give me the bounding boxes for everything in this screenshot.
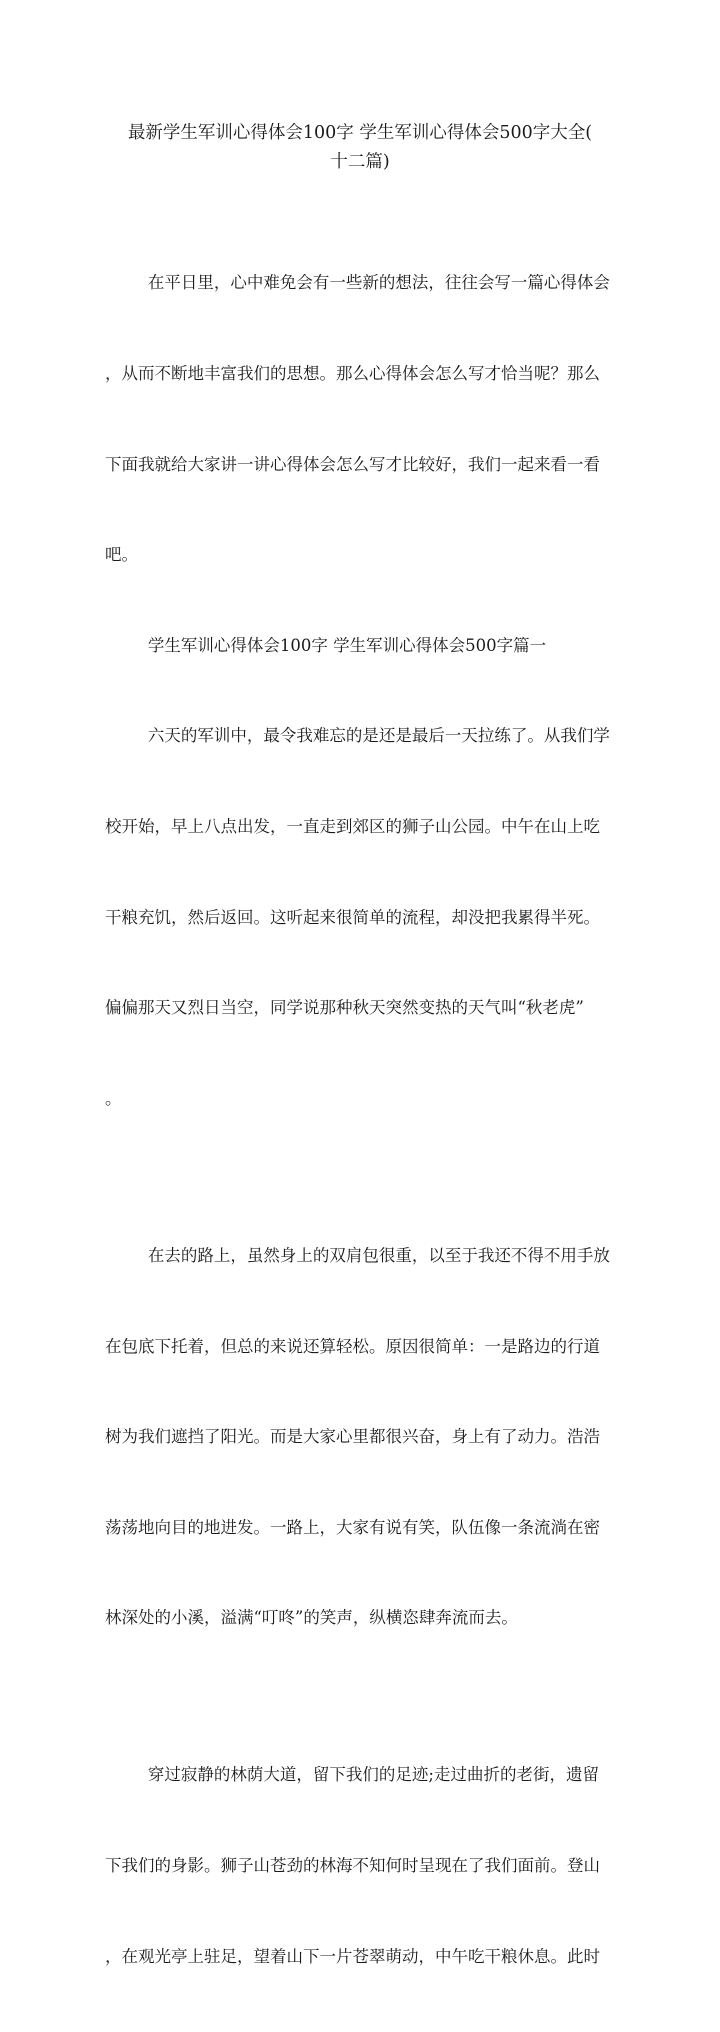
- para1-line-4: 偏偏那天又烈日当空，同学说那种秋天突然变热的天气叫“秋老虎”: [105, 998, 584, 1018]
- intro-paragraph: [105, 208, 615, 631]
- title-line-2: 十二篇): [330, 152, 390, 172]
- para2-line-1: 在去的路上，虽然身上的双肩包很重，以至于我还不得不用手放: [147, 1245, 610, 1265]
- intro-line-2: ，从而不断地丰富我们的思想。那么心得体会怎么写才恰当呢？那么: [105, 364, 600, 384]
- paragraph-3: [105, 1700, 615, 2032]
- para2-line-2: 在包底下托着，但总的来说还算轻松。原因很简单：一是路边的行道: [105, 1336, 600, 1356]
- para2-line-3: 树为我们遮挡了阳光。而是大家心里都很兴奋，身上有了动力。浩浩: [105, 1427, 600, 1447]
- paragraph-1: [105, 661, 615, 1174]
- title-line-1: 最新学生军训心得体会100字 学生军训心得体会500字大全(: [127, 123, 593, 143]
- para1-line-1: 六天的军训中，最令我难忘的是还是最后一天拉练了。从我们学: [147, 726, 610, 746]
- para3-line-3: ，在观光亭上驻足，望着山下一片苍翠萌动，中午吃干粮休息。此时: [105, 1946, 600, 1966]
- para3-line-2: 下我们的身影。狮子山苍劲的林海不知何时呈现在了我们面前。登山: [105, 1855, 600, 1875]
- intro-line-3: 下面我就给大家讲一讲心得体会怎么写才比较好，我们一起来看一看: [105, 454, 600, 474]
- document-title: [100, 119, 620, 177]
- para1-line-3: 干粮充饥，然后返回。这听起来很简单的流程，却没把我累得半死。: [105, 907, 600, 927]
- intro-line-1: 在平日里，心中难免会有一些新的想法，往往会写一篇心得体会: [147, 273, 610, 293]
- para1-line-5: 。: [105, 1088, 122, 1108]
- para3-line-1: 穿过寂静的林荫大道，留下我们的足迹;走过曲折的老街，遗留: [147, 1765, 599, 1785]
- para2-line-5: 林深处的小溪，溢满“叮咚”的笑声，纵横恣肆奔流而去。: [105, 1608, 518, 1628]
- paragraph-2: [105, 1181, 615, 1694]
- intro-line-4: 吧。: [105, 545, 138, 565]
- document-body: [105, 208, 615, 2032]
- para1-line-2: 校开始，早上八点出发，一直走到郊区的狮子山公园。中午在山上吃: [105, 817, 600, 837]
- para2-line-4: 荡荡地向目的地进发。一路上，大家有说有笑，队伍像一条流淌在密: [105, 1517, 600, 1537]
- section-heading: 学生军训心得体会100字 学生军训心得体会500字篇一: [147, 635, 547, 655]
